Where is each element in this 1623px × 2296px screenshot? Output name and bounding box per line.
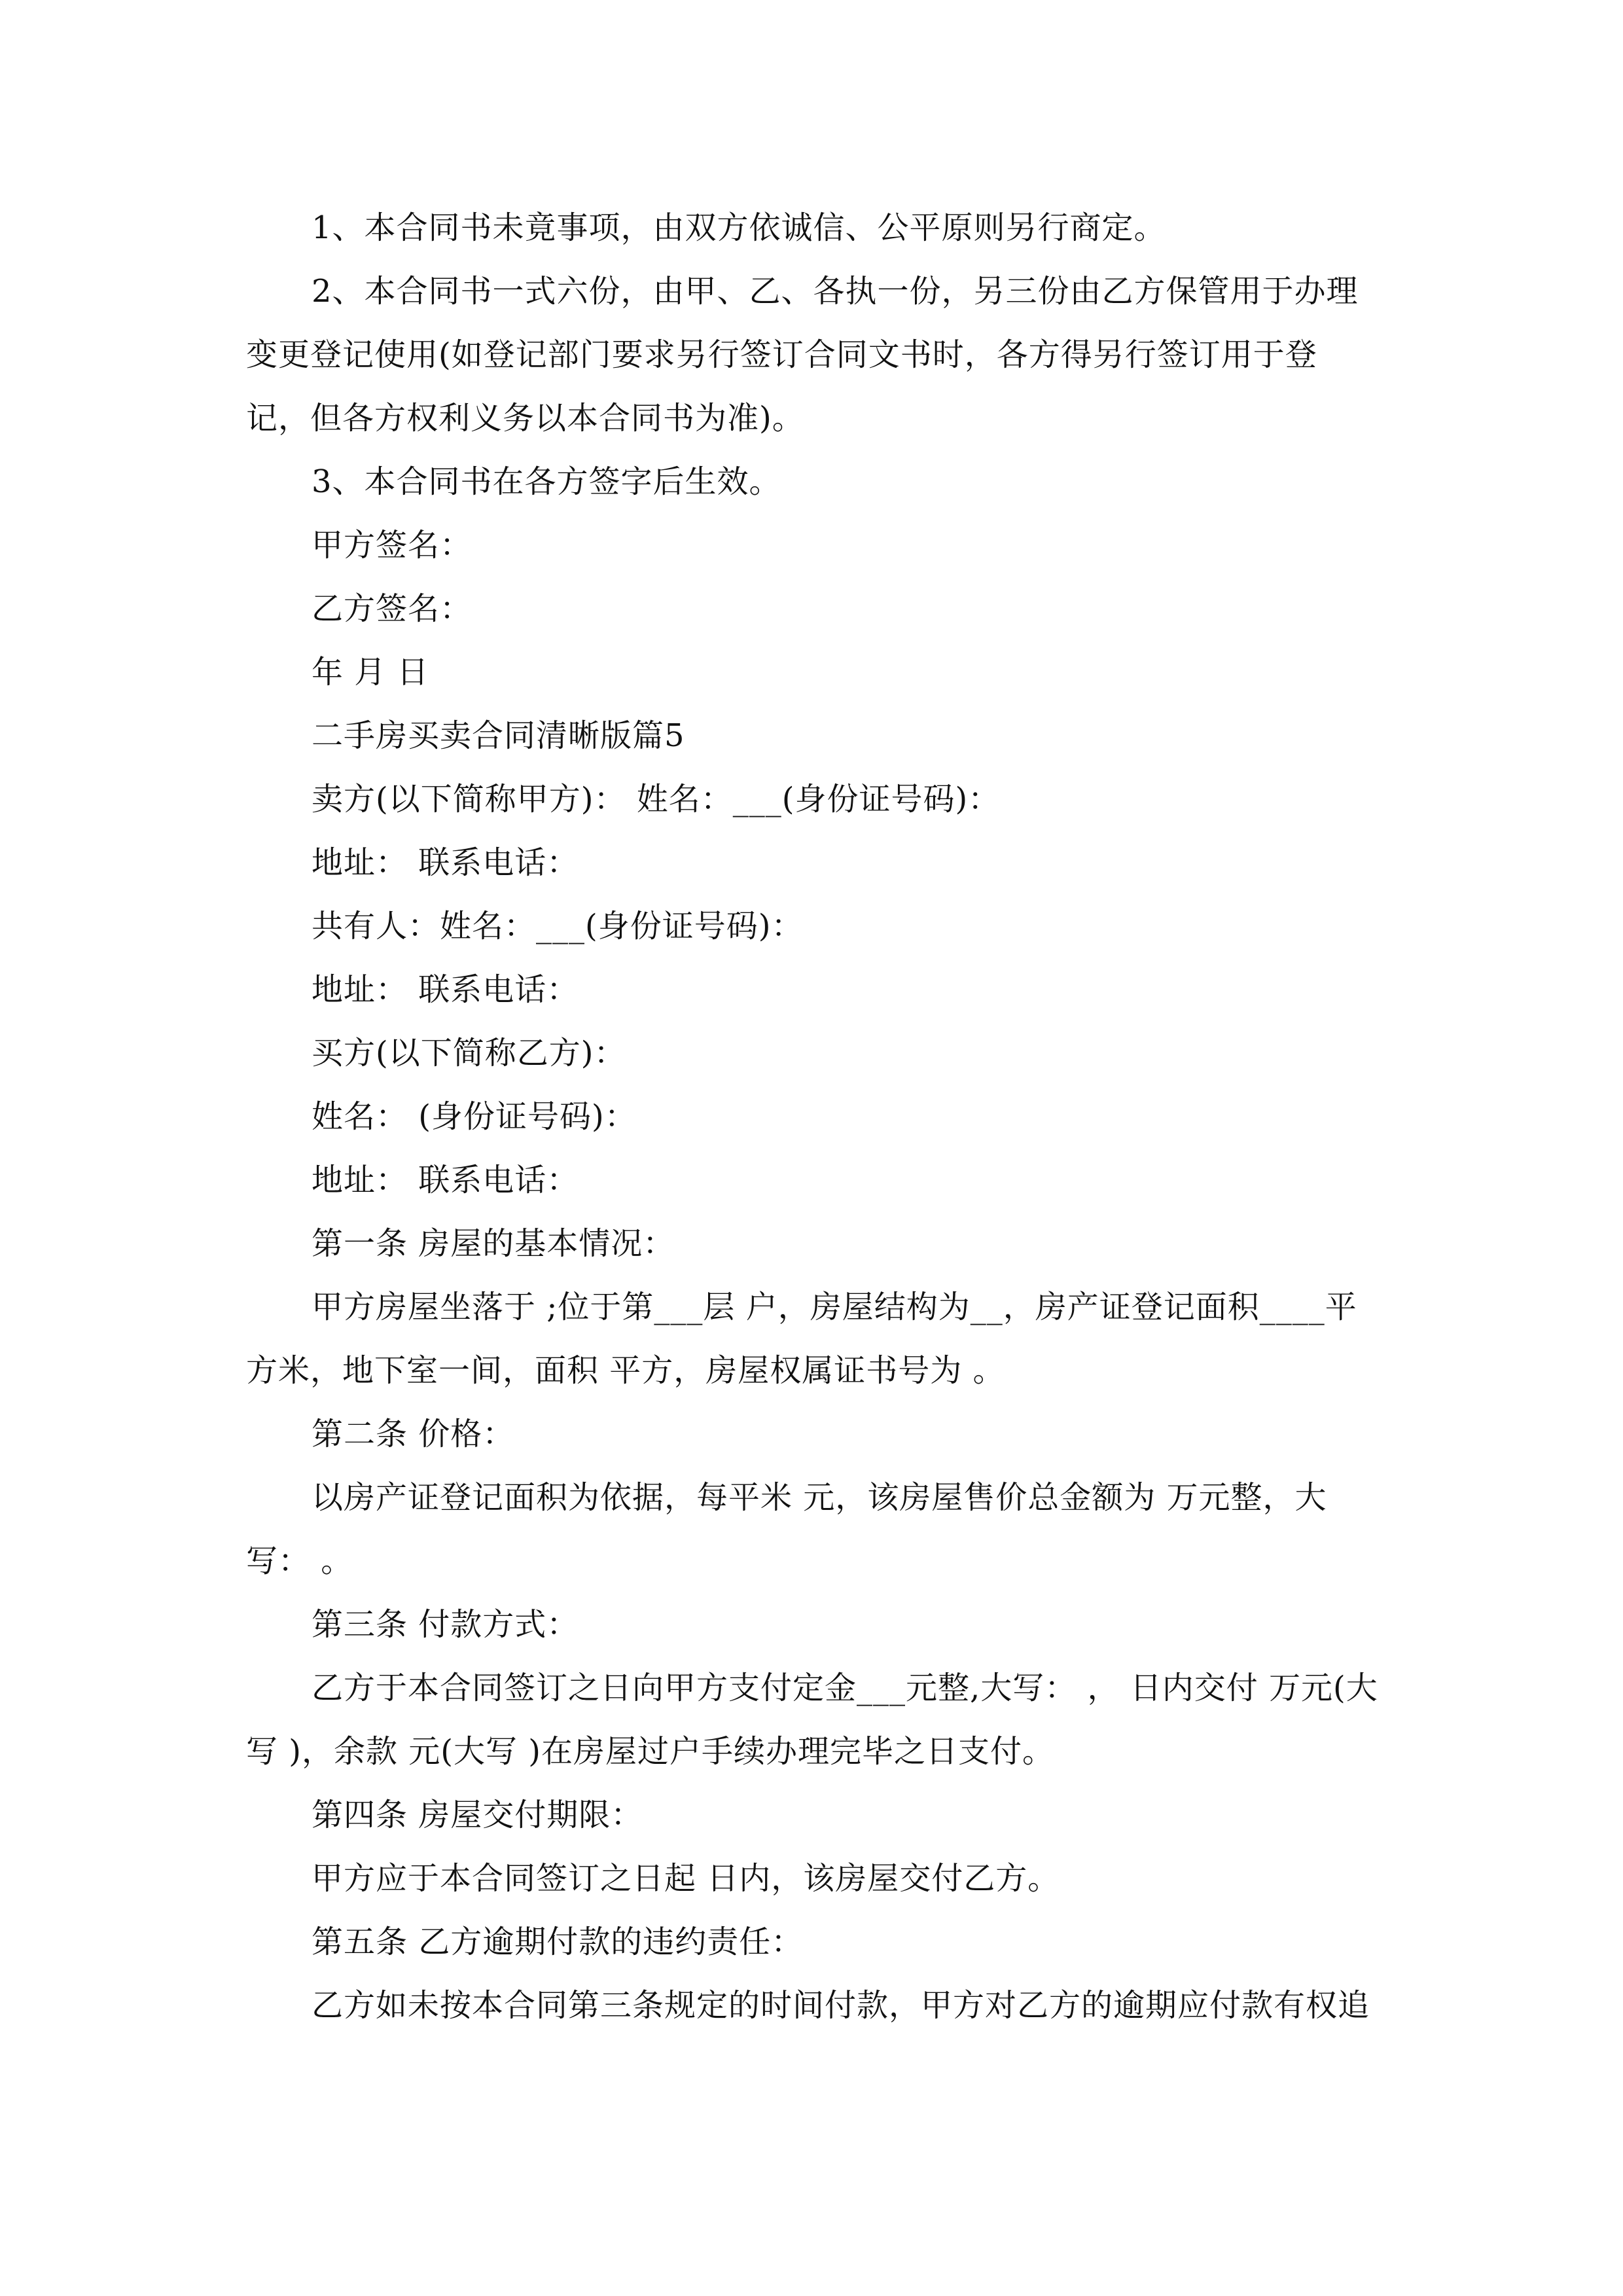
document-body [246, 196, 1378, 2037]
article-2-body: 以房产证登记面积为依据，每平米 元，该房屋售价总金额为 万元整，大写： 。 [246, 1479, 1327, 1579]
article-4-body: 甲方应于本合同签订之日起 日内，该房屋交付乙方。 [312, 1860, 1060, 1897]
seller-address-line: 地址： 联系电话： [312, 844, 579, 881]
buyer-line: 买方(以下简称乙方)： [312, 1035, 626, 1071]
clause-copies: 2、本合同书一式六份，由甲、乙、各执一份，另三份由乙方保管用于办理变更登记使用(如登记部门要求另行签订合同文书时，各方得另行签订用于登记，但各方权利义务以本合同书为准)。 [246, 273, 1359, 437]
co-owner-address-line: 地址： 联系电话： [312, 971, 579, 1008]
party-a-signature: 甲方签名： [312, 527, 473, 564]
clause-effective: 3、本合同书在各方签字后生效。 [312, 463, 781, 500]
article-5-heading: 第五条 乙方逾期付款的违约责任： [312, 1924, 804, 1960]
party-b-signature: 乙方签名： [312, 590, 473, 627]
date-line: 年 月 日 [312, 654, 429, 691]
article-1-heading: 第一条 房屋的基本情况： [312, 1225, 675, 1262]
buyer-name-line: 姓名： (身份证号码)： [312, 1098, 637, 1135]
buyer-address-line: 地址： 联系电话： [312, 1162, 579, 1198]
article-2-heading: 第二条 价格： [312, 1416, 515, 1452]
article-1-body: 甲方房屋坐落于 ;位于第___层 户，房屋结构为__，房产证登记面积____平方米，地下室一间，面积 平方，房屋权属证书号为 。 [246, 1289, 1357, 1389]
section-title: 二手房买卖合同清晰版篇5 [312, 717, 685, 754]
seller-line: 卖方(以下简称甲方)： 姓名：___(身份证号码)： [312, 781, 1001, 817]
article-5-body: 乙方如未按本合同第三条规定的时间付款，甲方对乙方的逾期应付款有权追 [312, 1987, 1370, 2024]
article-3-heading: 第三条 付款方式： [312, 1606, 579, 1643]
co-owner-line: 共有人：姓名：___(身份证号码)： [312, 908, 804, 944]
article-3-body: 乙方于本合同签订之日向甲方支付定金___元整,大写： ， 日内交付 万元(大写 )，余款 元(大写 )在房屋过户手续办理完毕之日支付。 [246, 1670, 1378, 1770]
article-4-heading: 第四条 房屋交付期限： [312, 1797, 643, 1833]
clause-unresolved-matters: 1、本合同书未竟事项，由双方依诚信、公平原则另行商定。 [312, 209, 1166, 246]
